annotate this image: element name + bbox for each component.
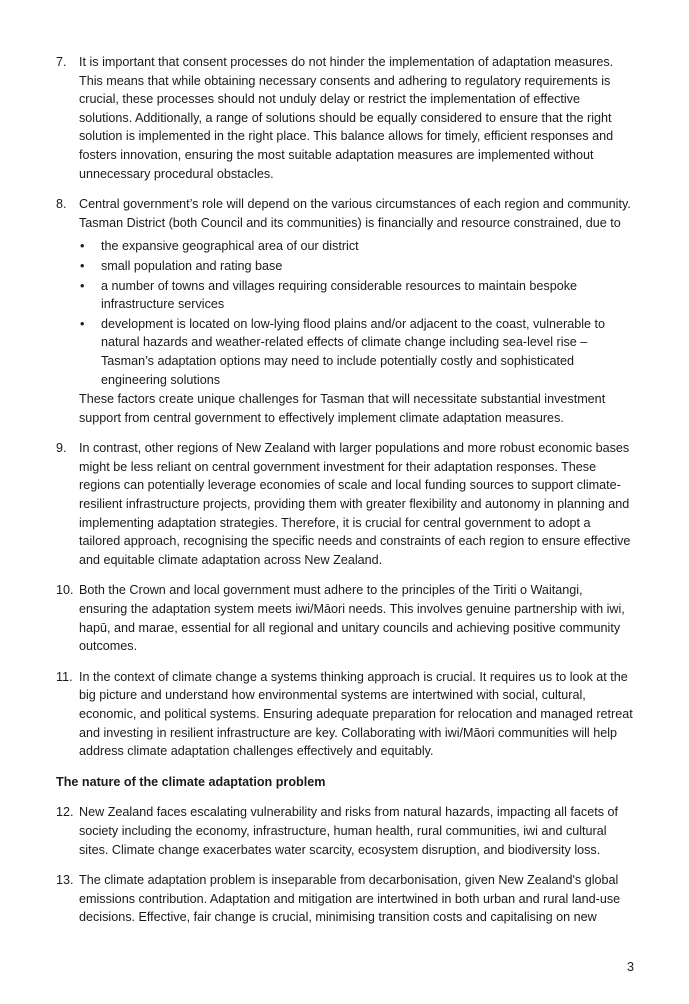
paragraph-number: 11.	[56, 669, 73, 684]
paragraph-text: Central government’s role will depend on the various circumstances of each region and community. Tasman District (both Council and its communities) is financially and resource constrained, due to	[79, 197, 631, 230]
paragraph-number: 13.	[56, 873, 74, 888]
paragraph-text: It is important that consent processes do not hinder the implementation of adaptation measures. This means that while obtaining necessary consents and adhering to regulatory requirements is crucial, these processes should not unduly delay or restrict the implementation of effective solutions. Additionally, a range of solutions should be equally considered to ensure that the right solution is implemented in the right place. This balance allows for timely, efficient responses and fosters innovation, ensuring the most suitable adaptation measures are implemented without unnecessary procedural obstacles.	[79, 55, 614, 181]
paragraph-11	[56, 668, 633, 761]
list-item	[79, 315, 633, 389]
paragraph-number: 7.	[56, 55, 67, 69]
paragraph-continuation: These factors create unique challenges for Tasman that will necessitate substantial investment support from central government to effectively implement climate adaptation measures.	[79, 392, 606, 425]
paragraph-13	[56, 871, 633, 927]
paragraph-7	[56, 53, 633, 183]
paragraph-number: 10.	[56, 583, 74, 598]
paragraph-text: Both the Crown and local government must adhere to the principles of the Tiriti o Waitangi, ensuring the adaptation system meets iwi/Māori needs. This involves genuine partnership with iwi, hapū, and marae, essential for all regional and unitary councils and achieving positive community outcomes.	[79, 583, 625, 654]
list-item	[79, 257, 633, 276]
paragraph-number: 12.	[56, 805, 74, 820]
bullet-icon: •	[80, 316, 85, 331]
paragraph-10	[56, 581, 633, 655]
paragraph-text: The climate adaptation problem is inseparable from decarbonisation, given New Zealand's global emissions contribution. Adaptation and mitigation are intertwined in both urban and rural land-use decisions. Effective, fair change is crucial, minimising transition costs and capitalising on new	[79, 873, 621, 925]
paragraph-text: In contrast, other regions of New Zealand with larger populations and more robust economic bases might be less reliant on central government investment for their adaptation responses. These regions can potentially leverage economies of scale and local funding sources to support climate-resilient infrastructure projects, providing them with greater flexibility and autonomy in planning and implementing adaptation strategies. Therefore, it is crucial for central government to adopt a tailored approach, recognising the specific needs and constraints of each region to ensure effective and equitable climate adaptation across New Zealand.	[79, 441, 631, 567]
paragraph-text: New Zealand faces escalating vulnerability and risks from natural hazards, impacting all facets of society including the economy, infrastructure, human health, rural communities, iwi and cultural sites. Climate change exacerbates water scarcity, ecosystem disruption, and biodiversity loss.	[79, 805, 618, 857]
page-number: 3	[626, 960, 634, 974]
list-item	[79, 277, 633, 314]
list-item-text: small population and rating base	[101, 258, 283, 273]
bullet-icon: •	[80, 278, 85, 293]
paragraph-12	[56, 803, 633, 859]
list-item-text: the expansive geographical area of our district	[101, 239, 359, 254]
bullet-icon: •	[80, 239, 85, 254]
list-item-text: a number of towns and villages requiring considerable resources to maintain bespoke infrastructure services	[101, 278, 578, 312]
section-heading: The nature of the climate adaptation problem	[56, 774, 326, 789]
list-item	[79, 237, 633, 256]
bullet-list	[79, 237, 633, 389]
paragraph-number: 9.	[56, 441, 67, 456]
paragraph-9	[56, 439, 633, 569]
paragraph-number: 8.	[56, 197, 67, 212]
paragraph-text: In the context of climate change a systems thinking approach is crucial. It requires us to look at the big picture and understand how environmental systems are intertwined with social, cultural, economic, and political systems. Ensuring adequate preparation for relocation and managed retreat and investing in resilient infrastructure are key. Collaborating with iwi/Māori communities will help address climate adaptation challenges effectively and equitably.	[79, 669, 633, 759]
bullet-icon: •	[80, 258, 85, 273]
list-item-text: development is located on low-lying flood plains and/or adjacent to the coast, vulnerable to natural hazards and weather-related effects of climate change including sea-level rise – Tasman’s adaptation options may need to include potentially costly and sophisticated engineering solutions	[101, 316, 606, 387]
paragraph-8	[56, 195, 633, 427]
